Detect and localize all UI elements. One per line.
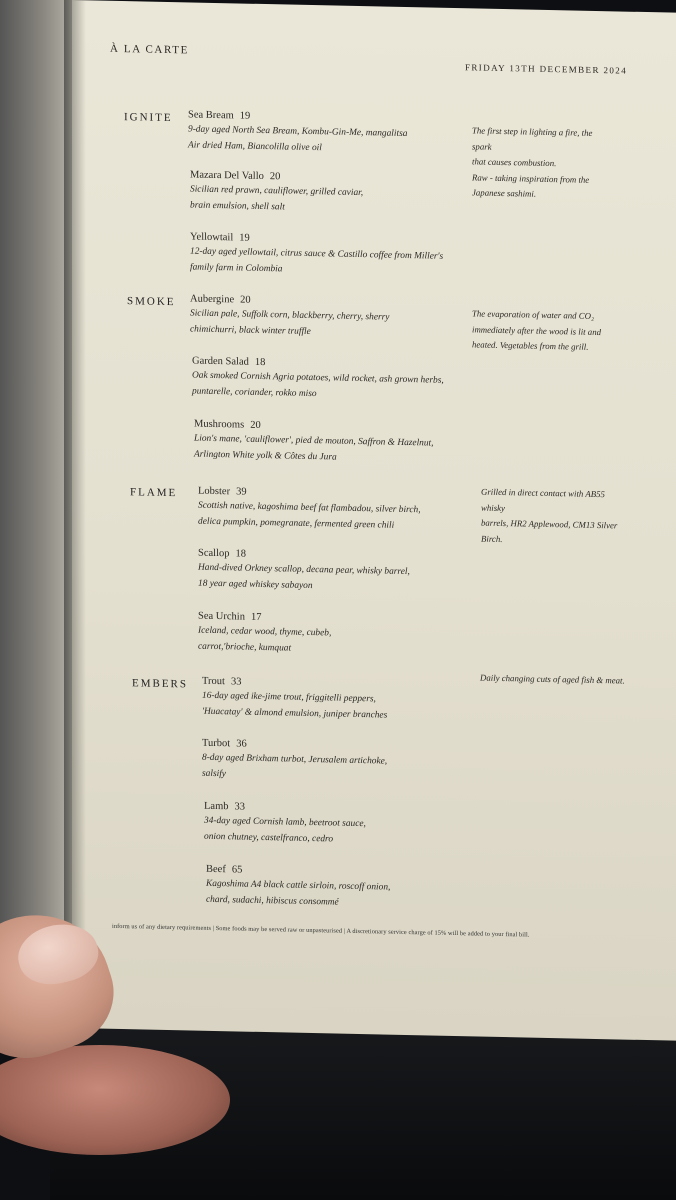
dish-desc: Sicilian red prawn, cauliflower, grilled caviar, (190, 184, 364, 199)
dish-desc: brain emulsion, shell salt (190, 200, 285, 213)
note-line: The first step in lighting a fire, the spark (472, 125, 593, 152)
dish-desc: chimichurri, black winter truffle (190, 324, 311, 338)
dish-price: 65 (231, 864, 243, 876)
section-note-ignite (472, 123, 612, 203)
dish-name: Beef (206, 863, 226, 876)
section-label-smoke: SMOKE (127, 295, 176, 309)
dish-price: 20 (269, 171, 281, 183)
dish-name: Lobster (198, 485, 231, 498)
note-line: Japanese sashimi. (472, 187, 537, 199)
dish-desc: Hand-dived Orkney scallop, decana pear, whisky barrel, (198, 562, 410, 578)
dish-desc: Air dried Ham, Biancolilla olive oil (188, 140, 322, 154)
section-label-embers: EMBERS (132, 677, 189, 691)
left-page-edge (0, 0, 72, 960)
section-note-smoke (472, 306, 612, 355)
dish-desc: salsify (202, 768, 226, 780)
dish-price: 20 (240, 294, 251, 306)
dish-desc: onion chutney, castelfranco, cedro (204, 831, 334, 845)
menu-heading: À LA CARTE (110, 42, 189, 57)
dish-price: 33 (234, 801, 245, 813)
section-note-flame (481, 485, 621, 550)
dish-price: 19 (239, 232, 250, 244)
dish-lamb (204, 800, 474, 851)
dish-price: 36 (236, 738, 247, 750)
dish-name: Sea Bream (188, 109, 234, 122)
dish-name: Mazara Del Vallo (190, 169, 264, 183)
dish-desc: puntarelle, coriander, rokko miso (192, 386, 317, 400)
dish-desc: 18 year aged whiskey sabayon (198, 578, 313, 592)
dish-sea-urchin (198, 610, 468, 661)
dish-desc: 'Huacatay' & almond emulsion, juniper branches (202, 706, 388, 721)
dish-sea-bream (188, 108, 458, 159)
dish-desc: 9-day aged North Sea Bream, Kombu-Gin-Me, mangalitsa (188, 124, 408, 140)
dish-desc: family farm in Colombia (190, 262, 283, 275)
dish-price: 19 (239, 110, 251, 122)
dish-name: Mushrooms (194, 418, 245, 431)
dish-desc: 8-day aged Brixham turbot, Jerusalem artichoke, (202, 752, 388, 767)
dish-trout (202, 675, 472, 726)
note-line: Daily changing cuts of aged fish & meat. (480, 672, 625, 686)
section-label-flame: FLAME (130, 486, 178, 500)
dish-desc: Scottish native, kagoshima beef fat flambadou, silver birch, (198, 500, 421, 516)
dish-scallop (198, 547, 468, 598)
note-line: barrels, HR2 Applewood, CM13 Silver (481, 517, 618, 531)
note-line: Birch. (481, 533, 503, 544)
dish-desc: Oak smoked Cornish Agria potatoes, wild rocket, ash grown herbs, (192, 370, 444, 386)
dish-name: Yellowtail (190, 231, 234, 244)
dish-desc: Arlington White yolk & Côtes du Jura (194, 449, 337, 463)
dish-aubergine (190, 292, 460, 343)
dish-name: Lamb (204, 800, 229, 813)
note-line: immediately after the wood is lit and (472, 323, 602, 337)
dish-name: Turbot (202, 737, 231, 750)
dish-yellowtail (190, 230, 460, 281)
dish-price: 39 (236, 486, 247, 498)
menu-footer: inform us of any dietary requirements | Some foods may be served raw or unpasteurised | A discretionary service charge of 15% will be added to your final bill. (112, 922, 530, 939)
note-line: Grilled in direct contact with AB55 whisky (481, 486, 605, 513)
dish-desc: 34-day aged Cornish lamb, beetroot sauce, (204, 815, 366, 830)
menu-date: FRIDAY 13TH DECEMBER 2024 (465, 62, 628, 76)
dish-desc: chard, sudachi, hibiscus consommé (206, 894, 339, 908)
dish-price: 18 (235, 548, 246, 560)
dish-desc: Kagoshima A4 black cattle sirloin, roscoff onion, (206, 878, 391, 893)
dish-desc: Lion's mane, 'cauliflower', pied de mouton, Saffron & Hazelnut, (194, 433, 434, 449)
gutter-shadow (64, 0, 86, 1000)
dish-name: Aubergine (190, 293, 235, 306)
dish-mazara-del-vallo (190, 168, 460, 219)
note-line: that causes combustion. (472, 156, 557, 169)
dish-beef (206, 863, 476, 914)
dish-desc: Iceland, cedar wood, thyme, cubeb, (198, 625, 332, 639)
dish-name: Garden Salad (192, 355, 249, 368)
note-line: Raw - taking inspiration from the (472, 171, 590, 185)
section-note-embers (480, 671, 650, 690)
dish-desc: Sicilian pale, Suffolk corn, blackberry, cherry, sherry (190, 308, 390, 323)
dish-name: Trout (202, 675, 225, 688)
note-line: The evaporation of water and CO₂ (472, 308, 595, 321)
dish-lobster (198, 485, 468, 536)
dish-price: 18 (254, 356, 266, 369)
dish-turbot (202, 737, 472, 788)
dish-desc: 12-day aged yellowtail, citrus sauce & Castillo coffee from Miller's (190, 246, 444, 262)
dish-desc: carrot,'brioche, kumquat (198, 641, 292, 654)
dish-price: 20 (250, 419, 261, 431)
dish-price: 33 (230, 676, 242, 688)
dish-name: Sea Urchin (198, 610, 245, 623)
dish-desc: delica pumpkin, pomegranate, fermented green chili (198, 516, 395, 531)
dish-name: Scallop (198, 547, 230, 560)
dish-garden-salad (192, 355, 462, 406)
menu-page (72, 0, 676, 1041)
dish-desc: 16-day aged ike-jime trout, friggitelli peppers, (202, 690, 376, 705)
note-line: heated. Vegetables from the grill. (472, 339, 589, 352)
dish-price: 17 (250, 611, 262, 623)
section-label-ignite: IGNITE (124, 111, 173, 125)
dish-mushrooms (194, 418, 464, 469)
